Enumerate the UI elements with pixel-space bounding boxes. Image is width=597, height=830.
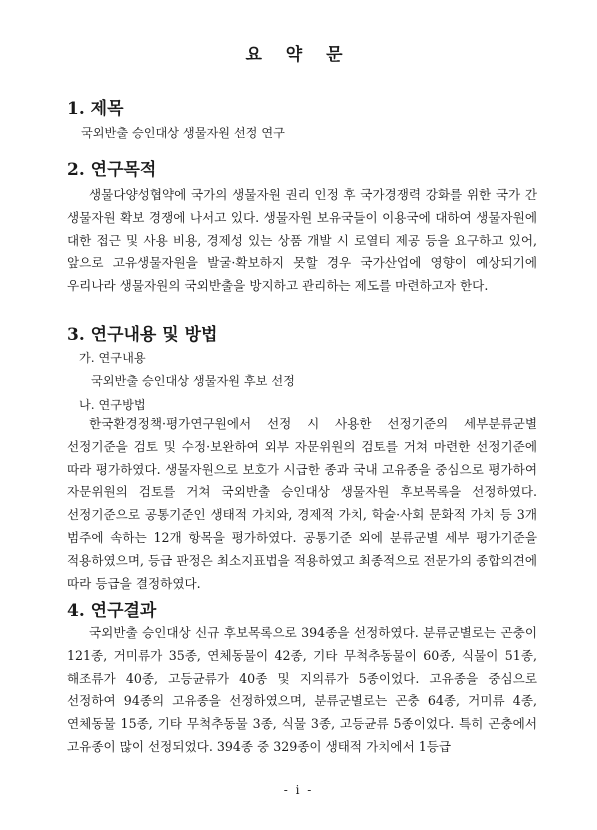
subsection-ga-label: 가. 연구내용 <box>79 351 146 365</box>
section-2-paragraph: 생물다양성협약에 국가의 생물자원 권리 인정 후 국가경쟁력 강화를 위한 국가 간 생물자원 확보 경쟁에 나서고 있다. 생물자원 보유국들이 이용국에 대하여 생물자원에 대한 접근 및 사용 비용, 경제성 있는 상품 개발 시 로열티 제공 등을 요구하고 있어, 앞으로 고유생물자원을 발굴·확보하지 못할 경우 국가산업에 영향이 예상되기에 우리나라 생물자원의 국외반출을 방지하고 관리하는 제도를 마련하고자 한다. <box>67 187 537 294</box>
section-3-heading: 3. 연구내용 및 방법 <box>67 325 218 345</box>
page-title: 요 약 문 <box>245 45 352 65</box>
section-4-heading: 4. 연구결과 <box>67 601 157 621</box>
section-4-paragraph: 국외반출 승인대상 신규 후보목록으로 394종을 선정하였다. 분류군별로는 곤충이 121종, 거미류가 35종, 연체동물이 42종, 기타 무척추동물이 60종, 식물이 51종, 해조류가 40종, 고등균류가 40종 및 지의류가 5종이었다. 고유종을 중심으로 선정하여 94종의 고유종을 선정하였으며, 분류군별로는 곤충 64종, 거미류 4종, 연체동물 15종, 기타 무척추동물 3종, 식물 3종, 고등균류 5종이었다. 특히 곤충에서 고유종이 많이 선정되었다. 394종 중 329종이 생태적 가치에서 1등급 <box>67 625 537 754</box>
subsection-na-paragraph: 한국환경정책·평가연구원에서 선정 시 사용한 선정기준의 세부분류군별 선정기준을 검토 및 수정·보완하여 외부 자문위원의 검토를 거쳐 마련한 선정기준에 따라 평가하였다. 생물자원으로 보호가 시급한 종과 국내 고유종을 중심으로 평가하여 자문위원의 검토를 거쳐 국외반출 승인대상 생물자원 후보목록을 선정하였다. 선정기준으로 공통기준인 생태적 가치와, 경제적 가치, 학술·사회 문화적 가치 등 3개 범주에 속하는 12개 항목을 평가하였다. 공통기준 외에 분류군별 세부 평가기준을 적용하였으며, 등급 판정은 최소지표법을 적용하였고 최종적으로 전문가의 종합의견에 따라 등급을 결정하였다. <box>67 416 537 591</box>
section-1-heading: 1. 제목 <box>67 99 124 119</box>
page-number: - i - <box>283 783 314 797</box>
section-2-heading: 2. 연구목적 <box>67 160 157 180</box>
section-1-text: 국외반출 승인대상 생물자원 선정 연구 <box>81 126 285 140</box>
subsection-na-label: 나. 연구방법 <box>79 398 146 412</box>
subsection-ga-text: 국외반출 승인대상 생물자원 후보 선정 <box>91 374 295 388</box>
